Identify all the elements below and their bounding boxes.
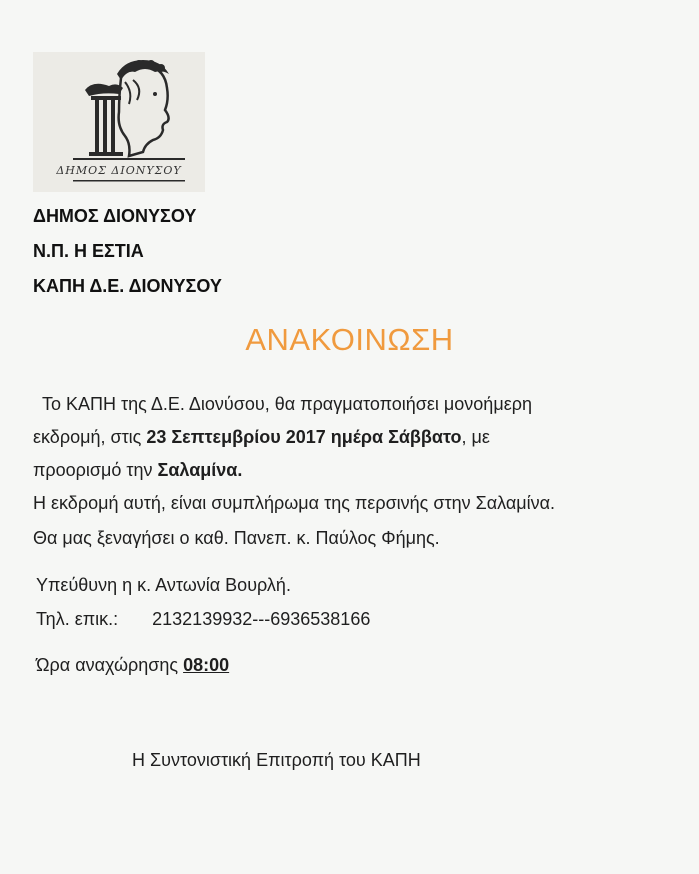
- paragraph-line2: [33, 427, 490, 448]
- org-name-line2: Ν.Π. Η ΕΣΤΙΑ: [33, 241, 144, 261]
- destination: Σαλαμίνα.: [157, 460, 243, 480]
- paragraph-line2-pre: εκδρομή, στις: [33, 427, 147, 447]
- departure-line: [36, 655, 229, 676]
- signature: Η Συντονιστική Επιτροπή του ΚΑΠΗ: [132, 750, 421, 770]
- responsible-person: Υπεύθυνη η κ. Αντωνία Βουρλή.: [36, 575, 291, 595]
- org-name-line1: ΔΗΜΟΣ ΔΙΟΝΥΣΟΥ: [33, 206, 197, 226]
- paragraph-line5: Θα μας ξεναγήσει ο καθ. Πανεπ. κ. Παύλος Φήμης.: [33, 528, 440, 548]
- phone-value: 2132139932---6936538166: [152, 609, 371, 629]
- phone-label: Τηλ. επικ.:: [36, 609, 119, 629]
- trip-date: 23 Σεπτεμβρίου 2017 ημέρα Σάββατο: [146, 427, 462, 447]
- departure-time: 08:00: [183, 655, 230, 675]
- paragraph-line1: Το ΚΑΠΗ της Δ.Ε. Διονύσου, θα πραγματοποιήσει μονοήμερη: [42, 394, 532, 414]
- departure-label: Ώρα αναχώρησης: [36, 655, 184, 675]
- logo-text: ΔΗΜΟΣ ΔΙΟΝΥΣΟΥ: [56, 164, 182, 177]
- phone-line: [36, 609, 370, 630]
- paragraph-line4: Η εκδρομή αυτή, είναι συμπλήρωμα της περσινής στην Σαλαμίνα.: [33, 493, 556, 513]
- org-name-line3: ΚΑΠΗ Δ.Ε. ΔΙΟΝΥΣΟΥ: [33, 276, 222, 296]
- paragraph-line3: [33, 460, 242, 481]
- paragraph-line2-post: , με: [461, 427, 490, 447]
- announcement-title: ΑΝΑΚΟΙΝΩΣΗ: [245, 322, 454, 357]
- logo: [33, 52, 205, 192]
- paragraph-line3-pre: προορισμό την: [33, 460, 158, 480]
